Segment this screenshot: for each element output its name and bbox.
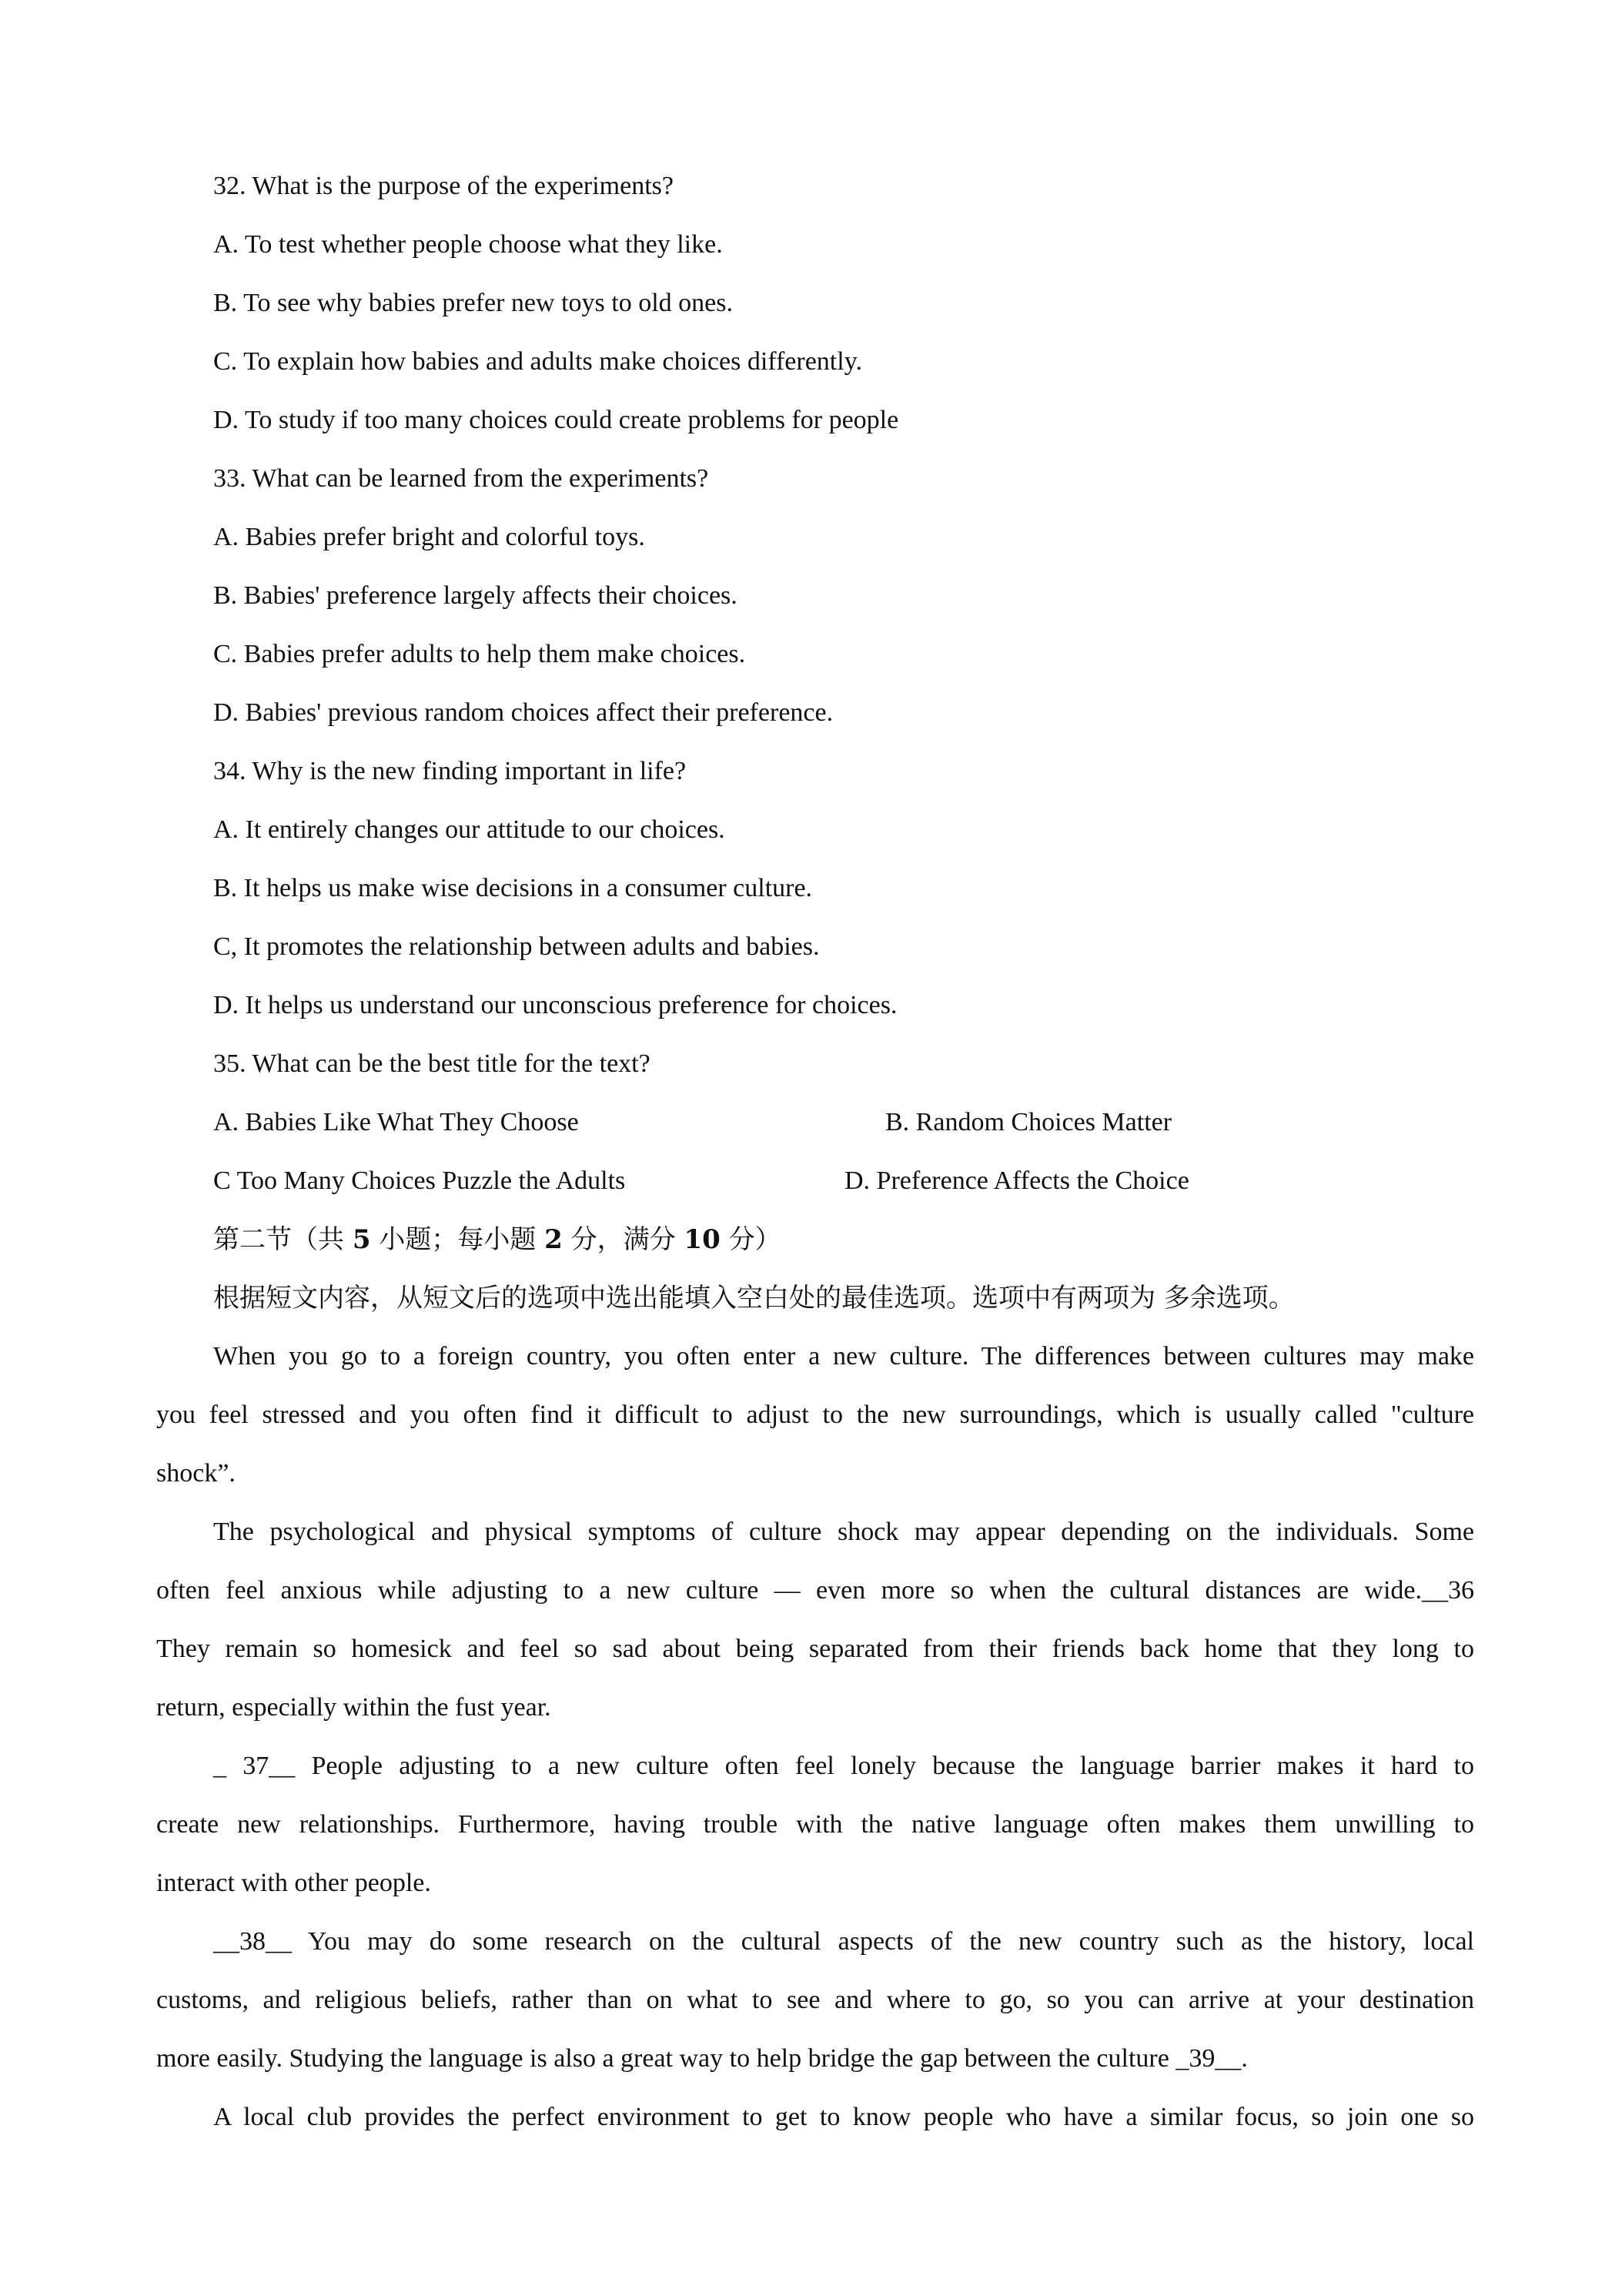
question-34-option-a: A. It entirely changes our attitude to our choices.	[213, 815, 725, 844]
passage-p2-line-4: return, especially within the fust year.	[156, 1693, 551, 1722]
passage-p1-line-3: shock”.	[156, 1459, 236, 1488]
question-33-option-a: A. Babies prefer bright and colorful toys.	[213, 523, 645, 551]
passage-p2-line-1: The psychological and physical symptoms of culture shock may appear depending on the individuals. Some	[213, 1518, 1474, 1546]
passage-p5-line-1: A local club provides the perfect environment to get to know people who have a similar focus, so join one so	[213, 2103, 1474, 2131]
passage-p4-line-3: more easily. Studying the language is also a great way to help bridge the gap between the culture _39__.	[156, 2044, 1248, 2073]
question-35-option-a: A. Babies Like What They Choose	[213, 1108, 579, 1136]
heading-text: 分）	[720, 1224, 781, 1255]
heading-text: 第二节（共	[213, 1224, 353, 1255]
question-32-stem: 32. What is the purpose of the experiments?	[213, 172, 674, 200]
passage-p4-line-2: customs, and religious beliefs, rather than on what to see and where to go, so you can arrive at your destination	[156, 1986, 1474, 2014]
question-35-stem: 35. What can be the best title for the text?	[213, 1049, 650, 1078]
heading-text: 小题；每小题	[370, 1224, 545, 1255]
passage-p3-line-1: _ 37__ People adjusting to a new culture often feel lonely because the language barrier makes it hard to	[213, 1752, 1474, 1780]
question-33-option-c: C. Babies prefer adults to help them make choices.	[213, 640, 746, 668]
question-35-option-c: C Too Many Choices Puzzle the Adults	[213, 1166, 626, 1195]
question-34-option-b: B. It helps us make wise decisions in a consumer culture.	[213, 874, 813, 902]
passage-p4-line-1: __38__ You may do some research on the cultural aspects of the new country such as the history, local	[213, 1927, 1474, 1956]
passage-p2-line-2: often feel anxious while adjusting to a new culture — even more so when the cultural distances are wide.__36	[156, 1576, 1474, 1605]
question-35-option-b: B. Random Choices Matter	[885, 1108, 1172, 1136]
question-32-option-a: A. To test whether people choose what they like.	[213, 230, 723, 259]
section-2-instruction: 根据短文内容，从短文后的选项中选出能填入空白处的最佳选项。选项中有两项为 多余选项。	[213, 1283, 1295, 1314]
passage-p3-line-3: interact with other people.	[156, 1869, 431, 1897]
passage-p2-line-3: They remain so homesick and feel so sad about being separated from their friends back home that they long to	[156, 1635, 1474, 1663]
heading-text: 分，满分	[562, 1224, 684, 1255]
question-32-option-c: C. To explain how babies and adults make choices differently.	[213, 347, 862, 376]
section-2-heading	[213, 1224, 781, 1255]
question-33-option-d: D. Babies' previous random choices affect their preference.	[213, 698, 834, 727]
heading-total-points: 10	[684, 1224, 721, 1255]
passage-p1-line-1: When you go to a foreign country, you often enter a new culture. The differences between cultures may make	[213, 1342, 1474, 1371]
question-34-option-c: C, It promotes the relationship between adults and babies.	[213, 932, 820, 961]
passage-p3-line-2: create new relationships. Furthermore, having trouble with the native language often makes them unwilling to	[156, 1810, 1474, 1839]
question-33-option-b: B. Babies' preference largely affects their choices.	[213, 581, 737, 610]
question-33-stem: 33. What can be learned from the experiments?	[213, 464, 709, 493]
heading-count: 5	[352, 1224, 371, 1255]
question-32-option-d: D. To study if too many choices could create problems for people	[213, 406, 899, 434]
question-34-stem: 34. Why is the new finding important in life?	[213, 757, 687, 785]
heading-points-each: 2	[544, 1224, 563, 1255]
question-32-option-b: B. To see why babies prefer new toys to old ones.	[213, 289, 733, 317]
passage-p1-line-2: you feel stressed and you often find it difficult to adjust to the new surroundings, which is usually called "culture	[156, 1401, 1474, 1429]
question-35-option-d: D. Preference Affects the Choice	[844, 1166, 1189, 1195]
question-34-option-d: D. It helps us understand our unconscious preference for choices.	[213, 991, 898, 1019]
